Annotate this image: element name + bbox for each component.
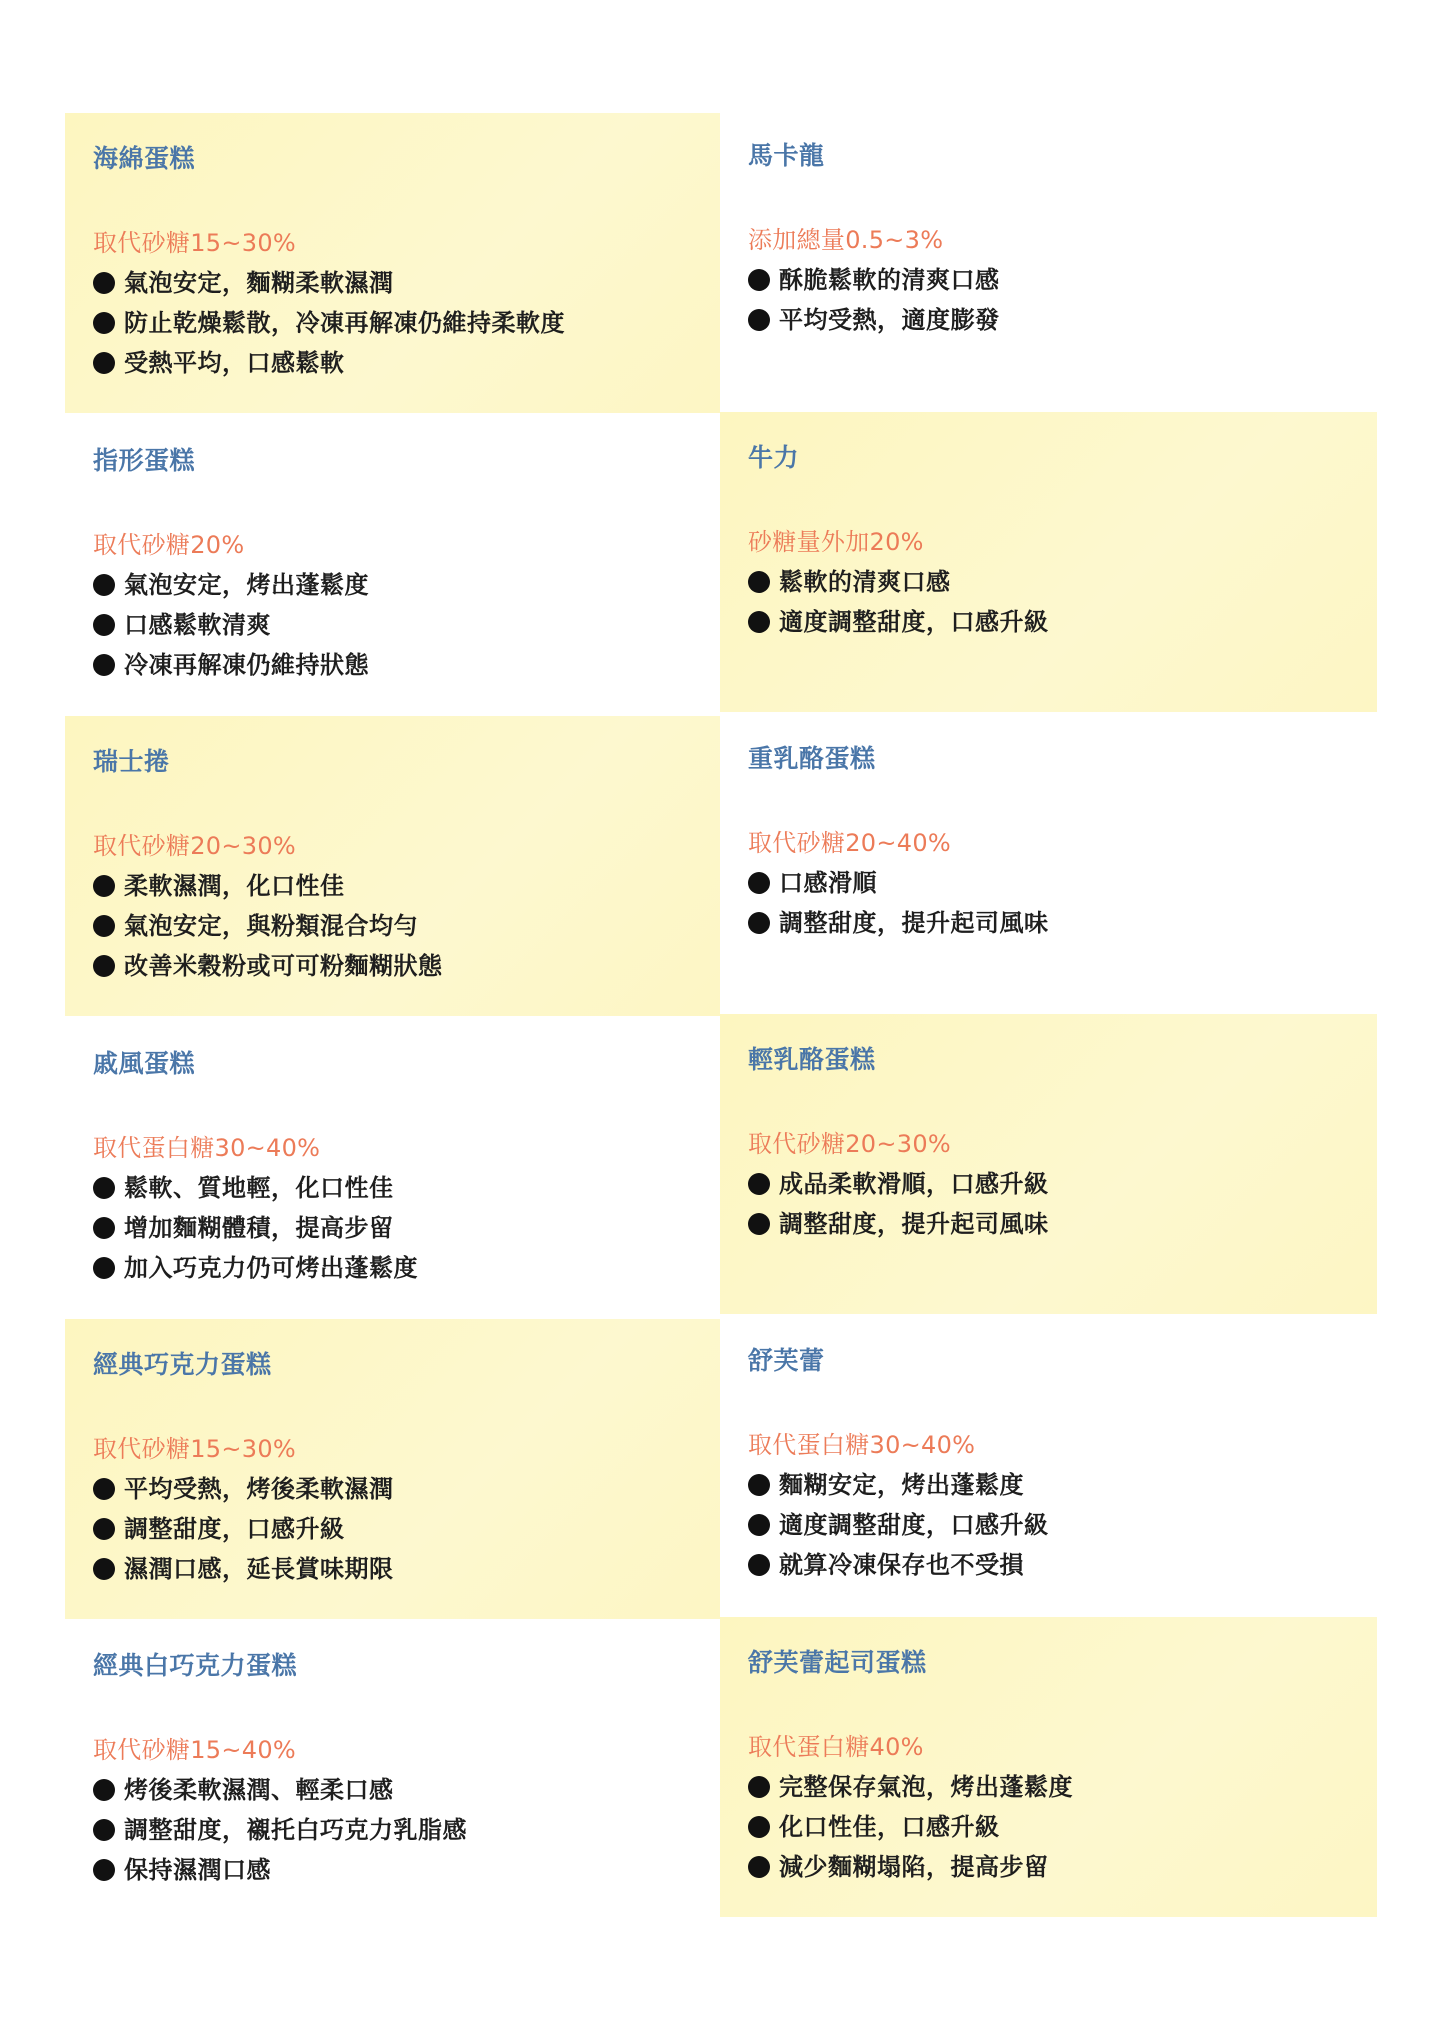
benefit-list <box>93 1770 720 1890</box>
bullet-icon <box>93 272 115 294</box>
bullet-icon <box>748 1213 770 1235</box>
bullet-icon <box>93 1779 115 1801</box>
recipe-card <box>65 1620 720 1920</box>
recipe-card <box>720 1014 1377 1314</box>
benefit-item: 加入巧克力仍可烤出蓬鬆度 <box>93 1248 720 1288</box>
benefit-item: 完整保存氣泡，烤出蓬鬆度 <box>748 1767 1377 1807</box>
bullet-icon <box>748 1816 770 1838</box>
usage-ratio: 取代砂糖15~40% <box>93 1736 296 1764</box>
benefit-item: 烤後柔軟濕潤、輕柔口感 <box>93 1770 720 1810</box>
benefit-list <box>748 562 1377 642</box>
bullet-icon <box>748 1856 770 1878</box>
benefit-list <box>93 565 720 685</box>
benefit-item: 保持濕潤口感 <box>93 1850 720 1890</box>
bullet-icon <box>748 1173 770 1195</box>
benefit-list <box>93 1168 720 1288</box>
bullet-icon <box>93 654 115 676</box>
recipe-card <box>720 110 1377 410</box>
bullet-icon <box>748 1514 770 1536</box>
recipe-title: 輕乳酪蛋糕 <box>748 1045 876 1074</box>
benefit-list <box>93 263 720 383</box>
usage-ratio: 取代砂糖15~30% <box>93 229 296 257</box>
bullet-icon <box>93 1558 115 1580</box>
benefit-item: 鬆軟的清爽口感 <box>748 562 1377 602</box>
recipe-title: 重乳酪蛋糕 <box>748 744 876 773</box>
benefit-item: 適度調整甜度，口感升級 <box>748 602 1377 642</box>
recipe-title: 牛力 <box>748 443 800 472</box>
benefit-list <box>93 866 720 986</box>
usage-ratio: 取代蛋白糖30~40% <box>93 1134 321 1162</box>
benefit-item: 化口性佳，口感升級 <box>748 1807 1377 1847</box>
benefit-item: 適度調整甜度，口感升級 <box>748 1505 1377 1545</box>
benefit-item: 調整甜度，提升起司風味 <box>748 1204 1377 1244</box>
bullet-icon <box>748 1776 770 1798</box>
recipe-title: 經典白巧克力蛋糕 <box>93 1651 298 1680</box>
bullet-icon <box>93 574 115 596</box>
benefit-item: 調整甜度，口感升級 <box>93 1509 720 1549</box>
benefit-item: 口感鬆軟清爽 <box>93 605 720 645</box>
recipe-title: 舒芙蕾起司蛋糕 <box>748 1648 927 1677</box>
bullet-icon <box>748 611 770 633</box>
usage-ratio: 取代砂糖20~30% <box>748 1130 951 1158</box>
recipe-card <box>65 415 720 715</box>
benefit-list <box>748 260 1377 340</box>
bullet-icon <box>93 1217 115 1239</box>
benefit-item: 麵糊安定，烤出蓬鬆度 <box>748 1465 1377 1505</box>
recipe-card <box>720 1315 1377 1615</box>
benefit-item: 就算冷凍保存也不受損 <box>748 1545 1377 1585</box>
benefit-item: 鬆軟、質地輕，化口性佳 <box>93 1168 720 1208</box>
recipe-title: 戚風蛋糕 <box>93 1049 196 1078</box>
recipe-title: 指形蛋糕 <box>93 446 196 475</box>
benefit-item: 氣泡安定，麵糊柔軟濕潤 <box>93 263 720 303</box>
bullet-icon <box>93 1518 115 1540</box>
bullet-icon <box>93 312 115 334</box>
recipe-card <box>65 1319 720 1619</box>
bullet-icon <box>93 1859 115 1881</box>
benefit-item: 平均受熱，烤後柔軟濕潤 <box>93 1469 720 1509</box>
benefit-item: 口感滑順 <box>748 863 1377 903</box>
usage-ratio: 添加總量0.5~3% <box>748 226 944 254</box>
bullet-icon <box>93 875 115 897</box>
benefit-item: 調整甜度，提升起司風味 <box>748 903 1377 943</box>
benefit-item: 酥脆鬆軟的清爽口感 <box>748 260 1377 300</box>
bullet-icon <box>93 1177 115 1199</box>
recipe-card <box>65 1018 720 1318</box>
recipe-card <box>720 1617 1377 1917</box>
recipe-card <box>65 716 720 1016</box>
usage-ratio: 砂糖量外加20% <box>748 528 924 556</box>
benefit-list <box>748 1767 1377 1887</box>
benefit-item: 氣泡安定，烤出蓬鬆度 <box>93 565 720 605</box>
benefit-item: 平均受熱，適度膨發 <box>748 300 1377 340</box>
bullet-icon <box>748 571 770 593</box>
usage-ratio: 取代蛋白糖40% <box>748 1733 924 1761</box>
benefit-list <box>748 1465 1377 1585</box>
bullet-icon <box>748 269 770 291</box>
benefit-item: 柔軟濕潤，化口性佳 <box>93 866 720 906</box>
benefit-item: 防止乾燥鬆散，冷凍再解凍仍維持柔軟度 <box>93 303 720 343</box>
usage-ratio: 取代砂糖15~30% <box>93 1435 296 1463</box>
recipe-title: 瑞士捲 <box>93 747 170 776</box>
recipe-title: 海綿蛋糕 <box>93 144 196 173</box>
bullet-icon <box>748 912 770 934</box>
usage-ratio: 取代砂糖20% <box>93 531 245 559</box>
benefit-list <box>93 1469 720 1589</box>
recipe-title: 經典巧克力蛋糕 <box>93 1350 272 1379</box>
bullet-icon <box>748 1554 770 1576</box>
benefit-item: 濕潤口感，延長賞味期限 <box>93 1549 720 1589</box>
bullet-icon <box>748 872 770 894</box>
bullet-icon <box>93 915 115 937</box>
recipe-card <box>720 412 1377 712</box>
bullet-icon <box>93 614 115 636</box>
benefit-item: 受熱平均，口感鬆軟 <box>93 343 720 383</box>
benefit-item: 氣泡安定，與粉類混合均勻 <box>93 906 720 946</box>
bullet-icon <box>93 1257 115 1279</box>
benefit-item: 調整甜度，襯托白巧克力乳脂感 <box>93 1810 720 1850</box>
bullet-icon <box>93 1819 115 1841</box>
bullet-icon <box>748 1474 770 1496</box>
bullet-icon <box>93 352 115 374</box>
recipe-title: 馬卡龍 <box>748 141 825 170</box>
benefit-item: 改善米穀粉或可可粉麵糊狀態 <box>93 946 720 986</box>
bullet-icon <box>93 1478 115 1500</box>
benefit-item: 冷凍再解凍仍維持狀態 <box>93 645 720 685</box>
recipe-card <box>720 713 1377 1013</box>
bullet-icon <box>748 309 770 331</box>
benefit-list <box>748 1164 1377 1244</box>
benefit-item: 增加麵糊體積，提高步留 <box>93 1208 720 1248</box>
benefit-list <box>748 863 1377 943</box>
usage-ratio: 取代砂糖20~40% <box>748 829 951 857</box>
benefit-item: 減少麵糊塌陷，提高步留 <box>748 1847 1377 1887</box>
usage-ratio: 取代蛋白糖30~40% <box>748 1431 976 1459</box>
recipe-title: 舒芙蕾 <box>748 1346 825 1375</box>
usage-ratio: 取代砂糖20~30% <box>93 832 296 860</box>
recipe-card <box>65 113 720 413</box>
bullet-icon <box>93 955 115 977</box>
benefit-item: 成品柔軟滑順，口感升級 <box>748 1164 1377 1204</box>
